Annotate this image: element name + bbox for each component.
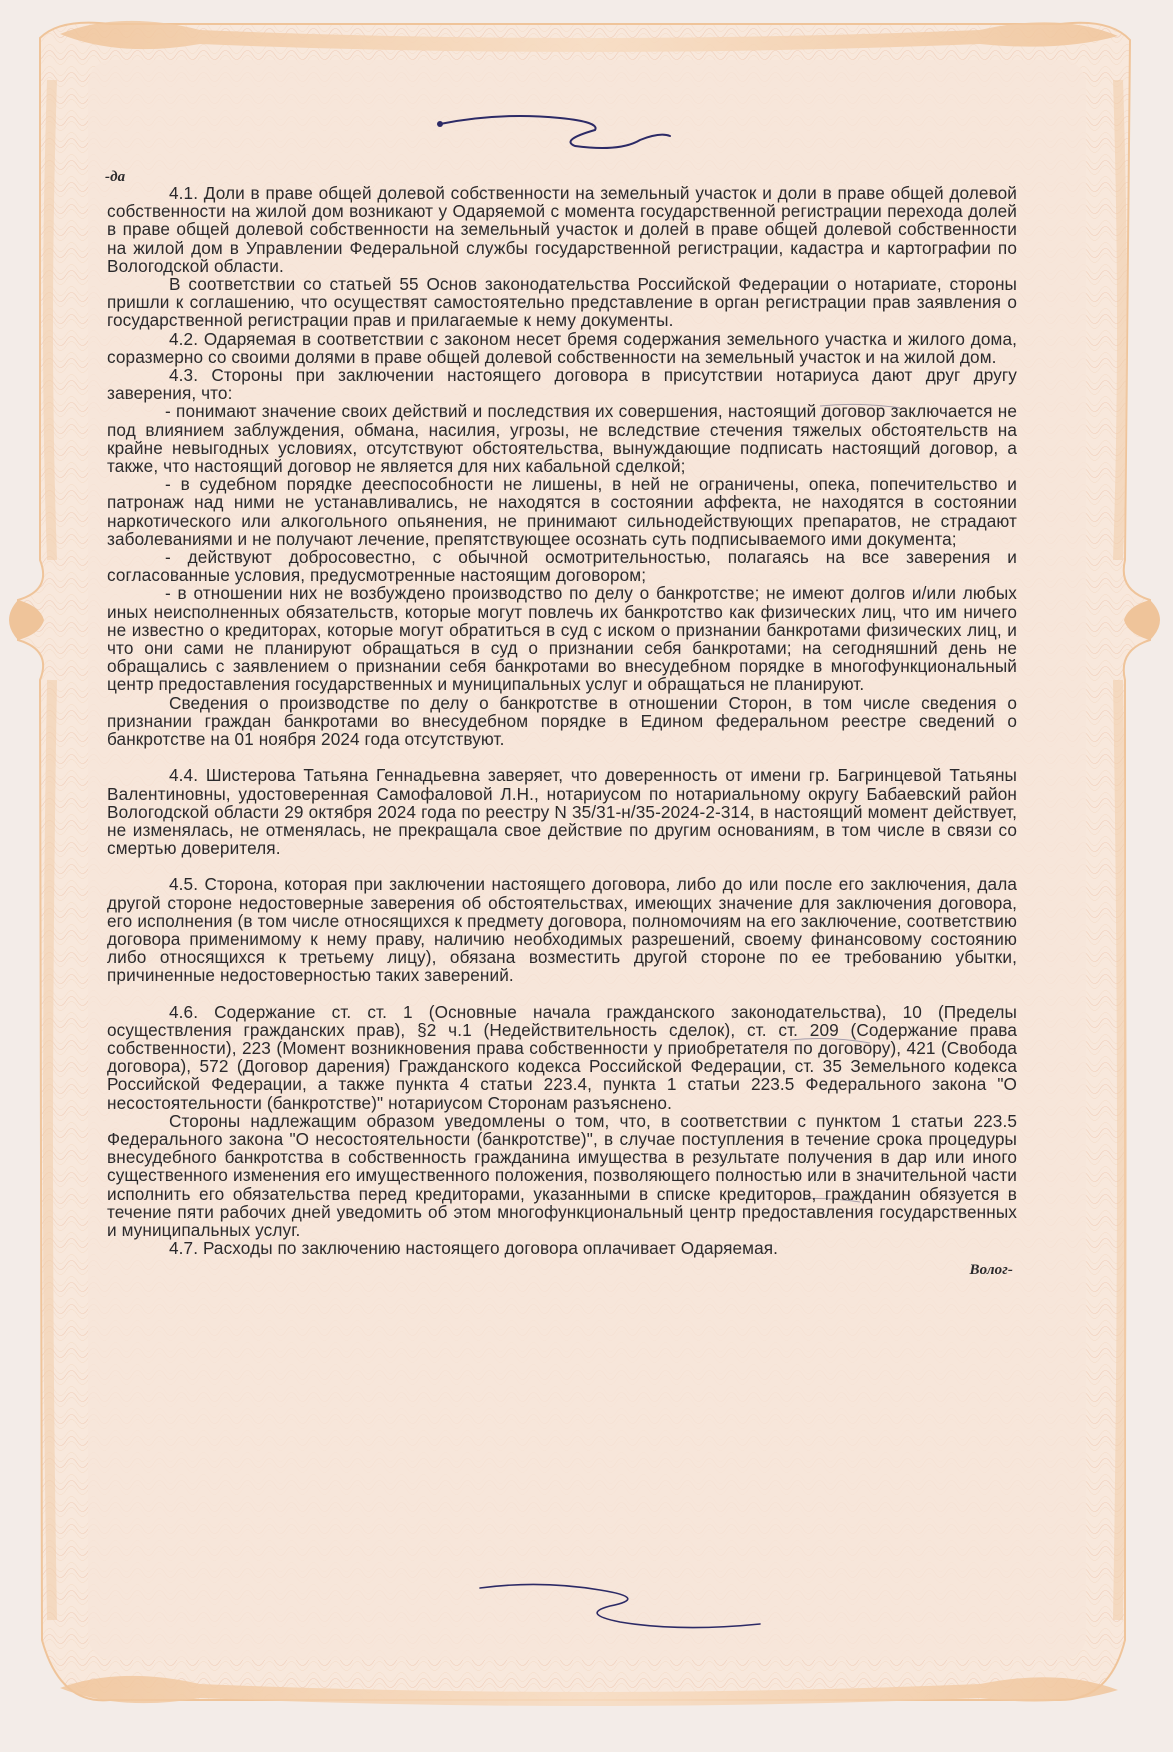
assurance-item-4: - в отношении них не возбуждено производство по делу о банкротстве; не имеют долгов и/или любых иных неисполненных обязательств, которые могут повлечь их банкротство как физических лиц, что им ничего не известно о кредиторах, которые могут обратиться в суд с иском о признании банкротами физических лиц, и что они сами не планируют обращаться в суд о признании себя банкротами; на сегодняшний день не обращались с заявлением о признании себя банкротами во внесудебном порядке в многофункциональный центр предоставления государственных и муниципальных услуг и обращаться не планируют. [107,583,1017,695]
paragraph-4-3: 4.3. Стороны при заключении настоящего договора в присутствии нотариуса дают друг другу заверения, что: [107,365,1017,404]
paragraph-notary-law: В соответствии со статьей 55 Основ законодательства Российской Федерации о нотариате, стороны пришли к соглашению, что осуществят самостоятельно представление в орган регистрации прав заявления о государственной регистрации прав и прилагаемые к нему документы. [107,274,1017,331]
document-body [107,168,1017,1280]
paragraph-4-7: 4.7. Расходы по заключению настоящего договора оплачивает Одаряемая. [169,1238,779,1259]
paragraph-4-2: 4.2. Одаряемая в соответствии с законом несет бремя содержания земельного участка и жилого дома, соразмерно со своими долями в праве общей долевой собственности на земельный участок и на жилой дом. [107,328,1017,367]
paragraph-4-1: 4.1. Доли в праве общей долевой собственности на земельный участок и доли в праве общей долевой собственности на жилой дом возникают у Одаряемой с момента государственной регистрации перехода долей в праве общей долевой собственности на земельный участок и долей в праве общей долевой собственности на жилой дом в Управлении Федеральной службы государственной регистрации, кадастра и картографии по Вологодской области. [107,183,1017,276]
paragraph-bankruptcy-info: Сведения о производстве по делу о банкротстве в отношении Сторон, в том числе сведения о признании граждан банкротами во внесудебном порядке в Едином федеральном реестре сведений о банкротстве на 01 ноября 2024 года отсутствуют. [107,692,1017,750]
paragraph-notification: Стороны надлежащим образом уведомлены о том, что, в соответствии с пунктом 1 статьи 223.5 Федерального закона "О несостоятельности (банкротстве)", в случае поступления в течение срока процедуры внесудебного банкротства в собственность гражданина имущества в результате получения в дар или иного существенного изменения его имущественного положения, позволяющего полностью или в значительной части исполнить его обязательства перед кредиторами, указанными в списке кредиторов, гражданин обязуется в течение пяти рабочих дней уведомить об этом многофункциональный центр предоставления государственных и муниципальных услуг. [107,1110,1017,1240]
paragraph-4-4: 4.4. Шистерова Татьяна Геннадьевна заверяет, что доверенность от имени гр. Багринцевой Татьяны Валентиновны, удостоверенная Самофаловой Л.Н., нотариусом по нотариальному округу Бабаевский район Вологодской области 29 октября 2024 года по реестру N 35/31-н/35-2024-2-314, в настоящий момент действует, не изменялась, не отменялась, не прекращала свое действие по другим основаниям, в том числе в связи со смертью доверителя. [107,765,1017,859]
paragraph-4-6: 4.6. Содержание ст. ст. 1 (Основные начала гражданского законодательства), 10 (Пределы осуществления гражданских прав), §2 ч.1 (Недействительность сделок), ст. ст. 209 (Содержание права собственности), 223 (Момент возникновения права собственности у приобретателя по договору), 421 (Свобода договора), 572 (Договор дарения) Гражданского кодекса Российской Федерации, ст. 35 Земельного кодекса Российской Федерации, а также пункта 4 статьи 223.4, пункта 1 статьи 223.5 Федерального закона "О несостоятельности (банкротстве)" нотариусом Сторонам разъяснено. [107,1001,1017,1113]
right-band [1118,80,1122,1620]
left-band [48,80,52,1620]
assurance-item-3: - действуют добросовестно, с обычной осмотрительностью, полагаясь на все заверения и согласованные условия, предусмотренные настоящим договором; [107,547,1017,586]
assurance-item-1: - понимают значение своих действий и последствия их совершения, настоящий договор заключается не под влиянием заблуждения, обмана, насилия, угрозы, не вследствие стечения тяжелых обстоятельств на крайне невыгодных условиях, отсутствуют обстоятельства, вынуждающие подписать настоящий договор, а также, что настоящий договор не является для них кабальной сделкой; [107,401,1017,477]
assurance-item-2: - в судебном порядке дееспособности не лишены, в ней не ограничены, опека, попечительство и патронаж над ними не устанавливались, не находятся в состоянии аффекта, не находятся в состоянии наркотического или алкогольного опьянения, не принимают сильнодействующих препаратов, не страдают заболеваниями и не получают лечение, препятствующее осознать суть подписываемого ими документа; [107,474,1017,549]
page-catchword: Волог- [969,1262,1013,1279]
continuation-prefix: -да [105,169,126,185]
paragraph-4-5: 4.5. Сторона, которая при заключении настоящего договора, либо до или после его заключения, дала другой стороне недостоверные заверения об обстоятельствах, имеющих значение для заключения договора, его исполнения (в том числе относящихся к предмету договора, полномочиям на его заключение, соответствию договора применимому к нему праву, наличию необходимых разрешений, своему финансовому состоянию либо относящихся к третьему лицу), обязана возместить другой стороне по ее требованию убытки, причиненные недостоверностью таких заверений. [107,874,1017,986]
